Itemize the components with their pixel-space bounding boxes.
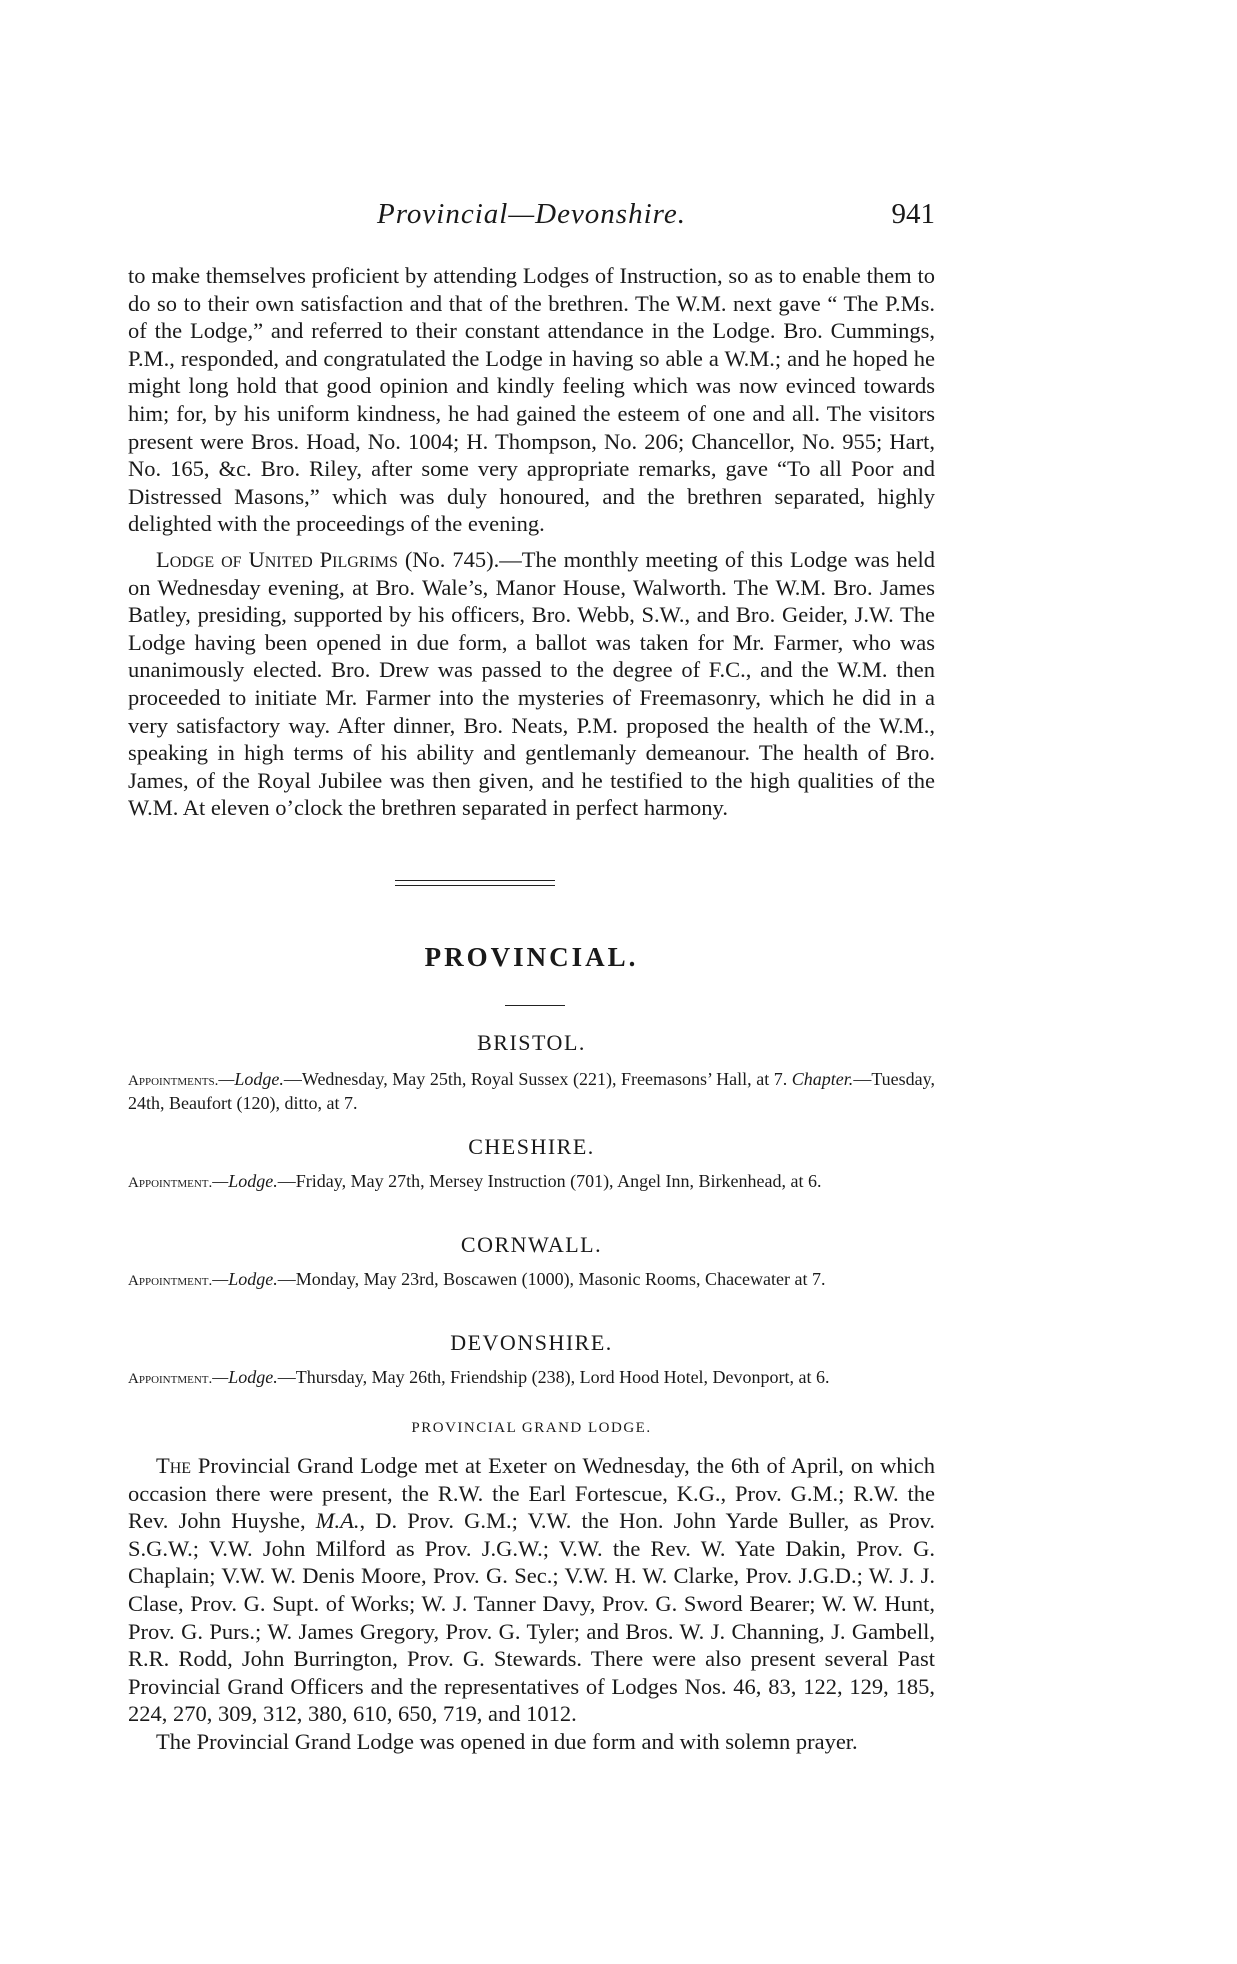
divider-rule-top <box>395 880 555 881</box>
county-heading-cornwall: CORNWALL. <box>460 1232 603 1257</box>
page-number: 941 <box>891 198 935 230</box>
appointment-devonshire: Appointment.—Lodge.—Thursday, May 26th, Friendship (238), Lord Hood Hotel, Devonport, at 6. <box>128 1367 830 1387</box>
continued-paragraph: to make themselves proficient by attending Lodges of Instruction, so as to enable them to do so to their own satisfaction and that of the brethren. The W.M. next gave “ The P.Ms. of the Lodge,” and referred to their constant attendance in the Lodge. Bro. Cummings, P.M., responded, and congratulated the Lodge in having so able a W.M.; and he hoped he might long hold that good opinion and kindly feeling which was now evinced towards him; for, by his uniform kindness, he had gained the esteem of one and all. The visitors present were Bros. Hoad, No. 1004; H. Thompson, No. 206; Chancellor, No. 955; Hart, No. 165, &c. Bro. Riley, after some very appropriate remarks, gave “To all Poor and Distressed Masons,” which was duly honoured, and the brethren separated, highly delighted with the proceedings of the evening. <box>128 263 935 537</box>
running-title: Provincial—Devonshire. <box>377 198 686 230</box>
section-short-rule <box>505 1005 565 1006</box>
appointment-bristol: Appointments.—Lodge.—Wednesday, May 25th, Royal Sussex (221), Freemasons’ Hall, at 7. Chapter.—Tuesday, 24th, Beaufort (120), ditto, at 7. <box>128 1069 935 1113</box>
lodge-name: Lodge of United Pilgrims <box>156 547 398 572</box>
divider-rule-bottom <box>395 885 555 886</box>
lodge-report-text: (No. 745).—The monthly meeting of this Lodge was held on Wednesday evening, at Bro. Wale’s, Manor House, Walworth. The W.M. Bro. James Batley, presiding, supported by his officers, Bro. Webb, S.W., and Bro. Geider, J.W. The Lodge having been opened in due form, a ballot was taken for Mr. Farmer, who was unanimously elected. Bro. Drew was passed to the degree of F.C., and the W.M. then proceeded to initiate Mr. Farmer into the mysteries of Freemasonry, which he did in a very satisfactory way. After dinner, Bro. Neats, P.M. proposed the health of the W.M., speaking in high terms of his ability and gentlemanly demeanour. The health of Bro. James, of the Royal Jubilee was then given, and he testified to the high qualities of the W.M. At eleven o’clock the brethren separated in perfect harmony. <box>128 547 936 821</box>
running-header <box>128 198 935 238</box>
pgl-paragraph: The Provincial Grand Lodge met at Exeter on Wednesday, the 6th of April, on which occasion there were present, the R.W. the Earl Fortescue, K.G., Prov. G.M.; R.W. the Rev. John Huyshe, M.A., D. Prov. G.M.; V.W. the Hon. John Yarde Buller, as Prov. S.G.W.; V.W. John Milford as Prov. J.G.W.; V.W. the Rev. W. Yate Dakin, Prov. G. Chaplain; V.W. W. Denis Moore, Prov. G. Sec.; V.W. H. W. Clarke, Prov. J.G.D.; W. J. J. Clase, Prov. G. Supt. of Works; W. J. Tanner Davy, Prov. G. Sword Bearer; W. W. Hunt, Prov. G. Purs.; W. James Gregory, Prov. G. Tyler; and Bros. W. J. Channing, J. Gambell, R.R. Rodd, John Burrington, Prov. G. Stewards. There were also present several Past Provincial Grand Officers and the representatives of Lodges Nos. 46, 83, 122, 129, 185, 224, 270, 309, 312, 380, 610, 650, 719, and 1012. <box>128 1453 936 1727</box>
county-heading-bristol: BRISTOL. <box>477 1030 586 1055</box>
appointment-cheshire: Appointment.—Lodge.—Friday, May 27th, Mersey Instruction (701), Angel Inn, Birkenhead, at 6. <box>128 1171 822 1191</box>
lodge-report-paragraph <box>128 546 935 822</box>
appointment-cornwall: Appointment.—Lodge.—Monday, May 23rd, Boscawen (1000), Masonic Rooms, Chacewater at 7. <box>128 1269 826 1289</box>
lodge-report <box>128 546 935 822</box>
subheading-provincial-grand-lodge: PROVINCIAL GRAND LODGE. <box>411 1420 652 1436</box>
county-heading-cheshire: CHESHIRE. <box>468 1134 595 1159</box>
pgl-closing-paragraph: The Provincial Grand Lodge was opened in due form and with solemn prayer. <box>156 1728 858 1754</box>
section-title: PROVINCIAL. <box>424 942 639 972</box>
county-heading-devonshire: DEVONSHIRE. <box>450 1330 613 1355</box>
continued-report <box>128 262 935 538</box>
provincial-grand-lodge-report <box>128 1452 935 1756</box>
